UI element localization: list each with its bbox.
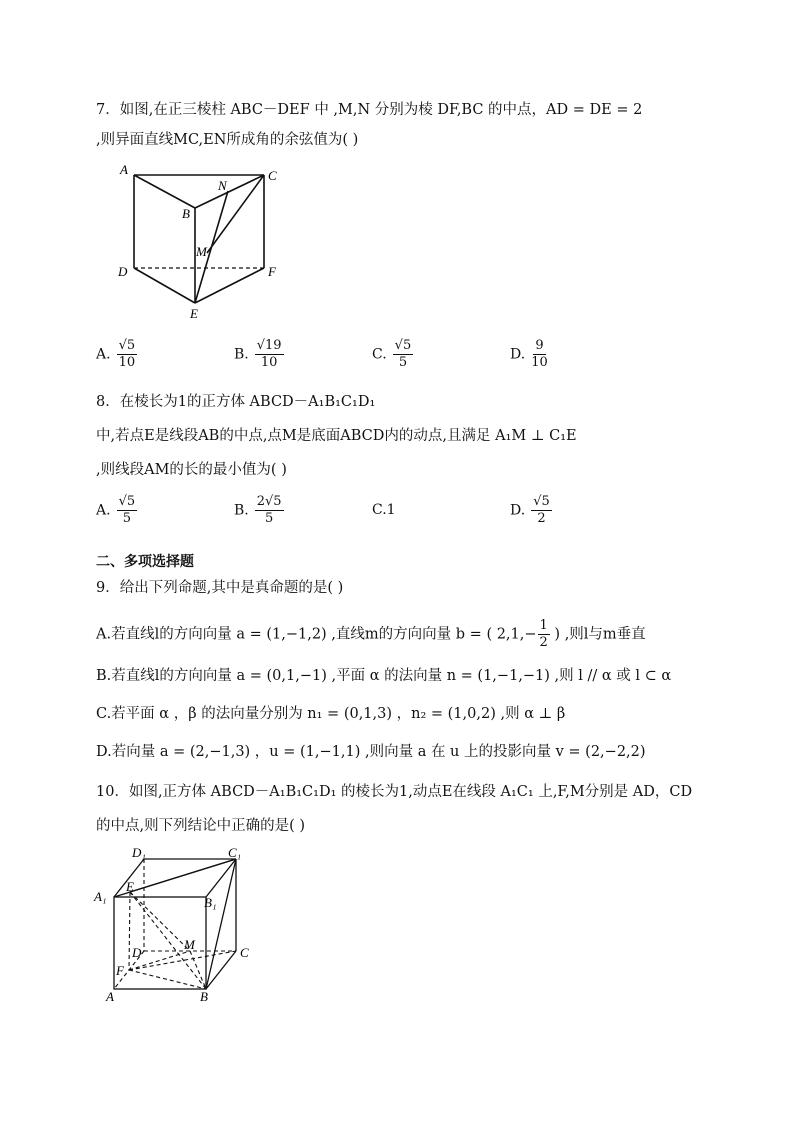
q7-label-c: C: [268, 168, 277, 183]
q7-option-c: C. $\frac{√5}{5}$: [372, 338, 412, 370]
q10-label-a1: A₁: [94, 889, 107, 904]
q10-label-d1: D₁: [132, 845, 146, 860]
q8-stem-line2: 中,若点E是线段AB的中点,点M是底面ABCD内的动点,且满足 A₁M ⊥ C₁E: [96, 428, 577, 444]
q10-label-c1: C₁: [228, 845, 242, 860]
q8-option-b: B. $\frac{2√5}{5}$: [234, 494, 282, 526]
q8-option-d: D. $\frac{√5}{2}$: [510, 494, 550, 526]
q7-option-d: D. $\frac{9}{10}$: [510, 338, 548, 370]
q9-option-c: C.若平面 α ，β 的法向量分别为 n₁ = (0,1,3) ，n₂ = (1,0,2) ,则 α ⊥ β: [96, 706, 566, 722]
q10-label-d: D: [132, 945, 142, 960]
q10-stem-line2: 的中点,则下列结论中正确的是( ): [96, 818, 306, 834]
q7-prism-figure: [110, 158, 290, 323]
q7-label-f: F: [268, 264, 276, 279]
q7-label-a: A: [120, 162, 128, 177]
q8-stem-line1: 8．在棱长为1的正方体 ABCD－A₁B₁C₁D₁: [96, 394, 376, 410]
q8-option-a: A. $\frac{√5}{5}$: [96, 494, 136, 526]
q9-option-d: D.若向量 a = (2,−1,3) ，u = (1,−1,1) ,则向量 a 在 u 上的投影向量 v = (2,−2,2): [96, 744, 646, 760]
q7-label-m: M: [196, 244, 207, 259]
q7-stem-line1: 7．如图,在正三棱柱 ABC－DEF 中 ,M,N 分别为棱 DF,BC 的中点，AD = DE = 2: [96, 102, 643, 118]
q7-option-a: A. $\frac{√5}{10}$: [96, 338, 136, 370]
q7-stem-line2: ,则异面直线MC,EN所成角的余弦值为( ): [96, 132, 359, 148]
q7-label-n: N: [218, 178, 227, 193]
q9-option-a: A.若直线l的方向向量 a = (1,−1,2) ,直线m的方向向量 b = ( 2,1,− $\frac{1}{2}$ ) ,则l与m垂直: [96, 618, 646, 650]
q10-label-b1: B₁: [204, 895, 217, 910]
q10-label-f: F: [116, 963, 124, 978]
q10-label-c: C: [240, 945, 249, 960]
q10-label-a: A: [106, 989, 114, 1004]
q10-stem-line1: 10．如图,正方体 ABCD－A₁B₁C₁D₁ 的棱长为1,动点E在线段 A₁C₁ 上,F,M分别是 AD，CD: [96, 784, 693, 800]
q10-cube-figure: [92, 845, 267, 1005]
q9-stem: 9．给出下列命题,其中是真命题的是( ): [96, 580, 344, 596]
q7-label-d: D: [118, 264, 128, 279]
q9-option-b: B.若直线l的方向向量 a = (0,1,−1) ,平面 α 的法向量 n = (1,−1,−1) ,则 l // α 或 l ⊂ α: [96, 668, 672, 684]
q7-label-e: E: [190, 306, 198, 321]
q8-option-c: C.1: [372, 502, 396, 518]
section-title-multiple-choice: 二、多项选择题: [96, 554, 194, 570]
q10-label-m: M: [184, 937, 195, 952]
q10-label-b: B: [200, 989, 208, 1004]
q7-label-b: B: [182, 206, 190, 221]
q8-stem-line3: ,则线段AM的长的最小值为( ): [96, 462, 287, 478]
q10-label-e: E: [126, 879, 134, 894]
q7-option-b: B. $\frac{√19}{10}$: [234, 338, 282, 370]
